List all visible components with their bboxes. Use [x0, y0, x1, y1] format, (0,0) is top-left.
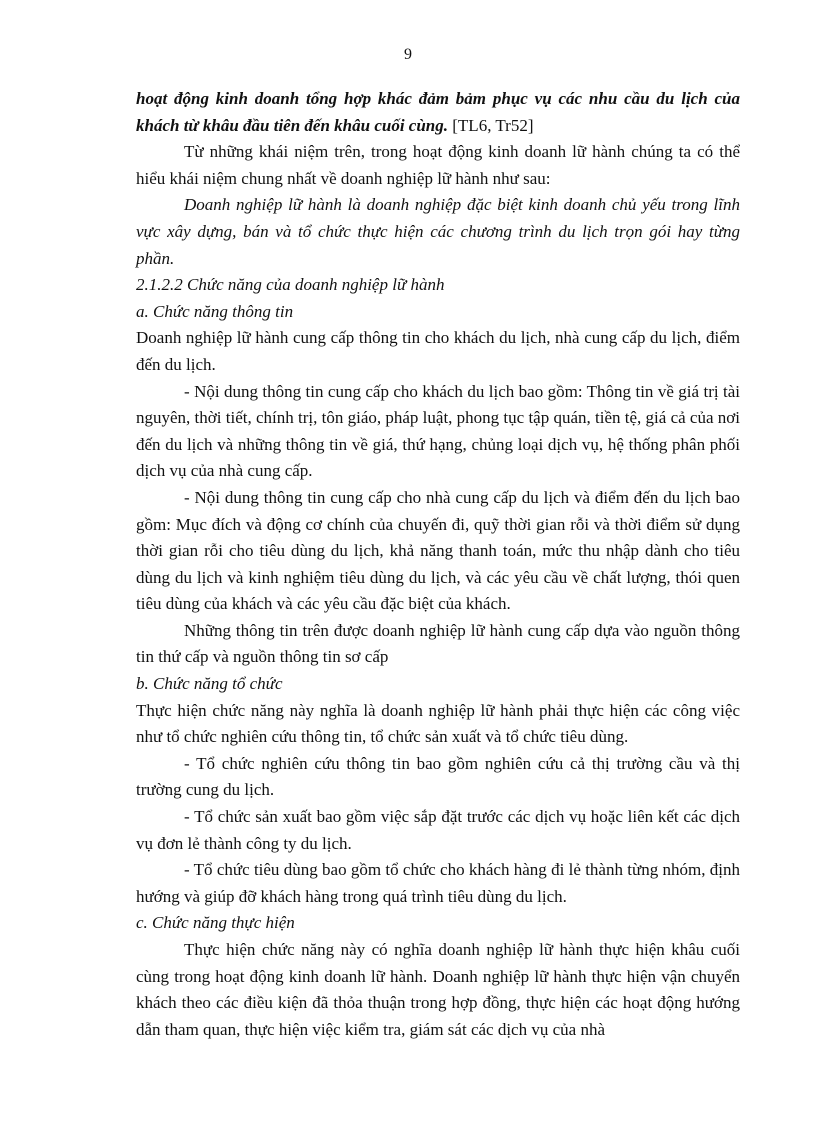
- page-number: 9: [404, 46, 412, 63]
- subsection-heading-b: b. Chức năng tổ chức: [136, 674, 283, 694]
- section-heading: 2.1.2.2 Chức năng của doanh nghiệp lữ hành: [136, 275, 445, 295]
- list-item: - Tổ chức nghiên cứu thông tin bao gồm nghiên cứu cả thị trường cầu và thị trường cung du lịch.: [136, 753, 740, 800]
- paragraph: Thực hiện chức năng này có nghĩa doanh nghiệp lữ hành thực hiện khâu cuối cùng trong hoạt động kinh doanh lữ hành. Doanh nghiệp lữ hành thực hiện vận chuyển khách theo các điều kiện đã thỏa thuận trong hợp đồng, thực hiện các hoạt động hướng dẫn tham quan, thực hiện việc kiểm tra, giám sát các dịch vụ của nhà: [136, 940, 740, 1039]
- paragraph: Từ những khái niệm trên, trong hoạt động kinh doanh lữ hành chúng ta có thể hiểu khái niệm chung nhất về doanh nghiệp lữ hành như sau:: [136, 142, 740, 188]
- list-item: - Tổ chức tiêu dùng bao gồm tổ chức cho khách hàng đi lẻ thành từng nhóm, định hướng và giúp đỡ khách hàng trong quá trình tiêu dùng du lịch.: [136, 860, 740, 906]
- citation: [TL6, Tr52]: [448, 115, 534, 135]
- paragraph: Doanh nghiệp lữ hành cung cấp thông tin cho khách du lịch, nhà cung cấp du lịch, điểm đến du lịch.: [136, 328, 740, 374]
- paragraph: Những thông tin trên được doanh nghiệp lữ hành cung cấp dựa vào nguồn thông tin thứ cấp và nguồn thông tin sơ cấp: [136, 620, 740, 667]
- subsection-heading-a: a. Chức năng thông tin: [136, 301, 294, 321]
- definition-paragraph: Doanh nghiệp lữ hành là doanh nghiệp đặc biệt kinh doanh chủ yếu trong lĩnh vực xây dựng, bán và tổ chức thực hiện các chương trình du lịch trọn gói hay từng phần.: [136, 195, 740, 268]
- list-item: - Nội dung thông tin cung cấp cho khách du lịch bao gồm: Thông tin về giá trị tài nguyên, thời tiết, chính trị, tôn giáo, pháp luật, phong tục tập quán, tiền tệ, giá cả của nơi đến du lịch và những thông tin về giá, thứ hạng, chủng loại dịch vụ, hệ thống phân phối dịch vụ của nhà cung cấp.: [136, 381, 740, 481]
- list-item: - Tổ chức sản xuất bao gồm việc sắp đặt trước các dịch vụ hoặc liên kết các dịch vụ đơn lẻ thành công ty du lịch.: [136, 807, 740, 853]
- paragraph: Thực hiện chức năng này nghĩa là doanh nghiệp lữ hành phải thực hiện các công việc như tổ chức nghiên cứu thông tin, tổ chức sản xuất và tổ chức tiêu dùng.: [136, 700, 740, 747]
- paragraph-definition-end: [136, 86, 740, 139]
- subsection-heading-c: c. Chức năng thực hiện: [136, 913, 295, 933]
- page-body: [136, 86, 740, 1043]
- emphasized-definition: hoạt động kinh doanh tổng hợp khác đảm bảm phục vụ các nhu cầu du lịch của khách từ khâu đầu tiên đến khâu cuối cùng.: [136, 89, 740, 135]
- list-item: - Nội dung thông tin cung cấp cho nhà cung cấp du lịch và điểm đến du lịch bao gồm: Mục đích và động cơ chính của chuyến đi, quỹ thời gian rỗi và thời điểm sử dụng thời gian rỗi cho tiêu dùng du lịch, khả năng thanh toán, mức thu nhập dành cho tiêu dùng du lịch và kinh nghiệm tiêu dùng du lịch, và các yêu cầu về chất lượng, thói quen tiêu dùng của khách và các yêu cầu đặc biệt của khách.: [136, 487, 740, 614]
